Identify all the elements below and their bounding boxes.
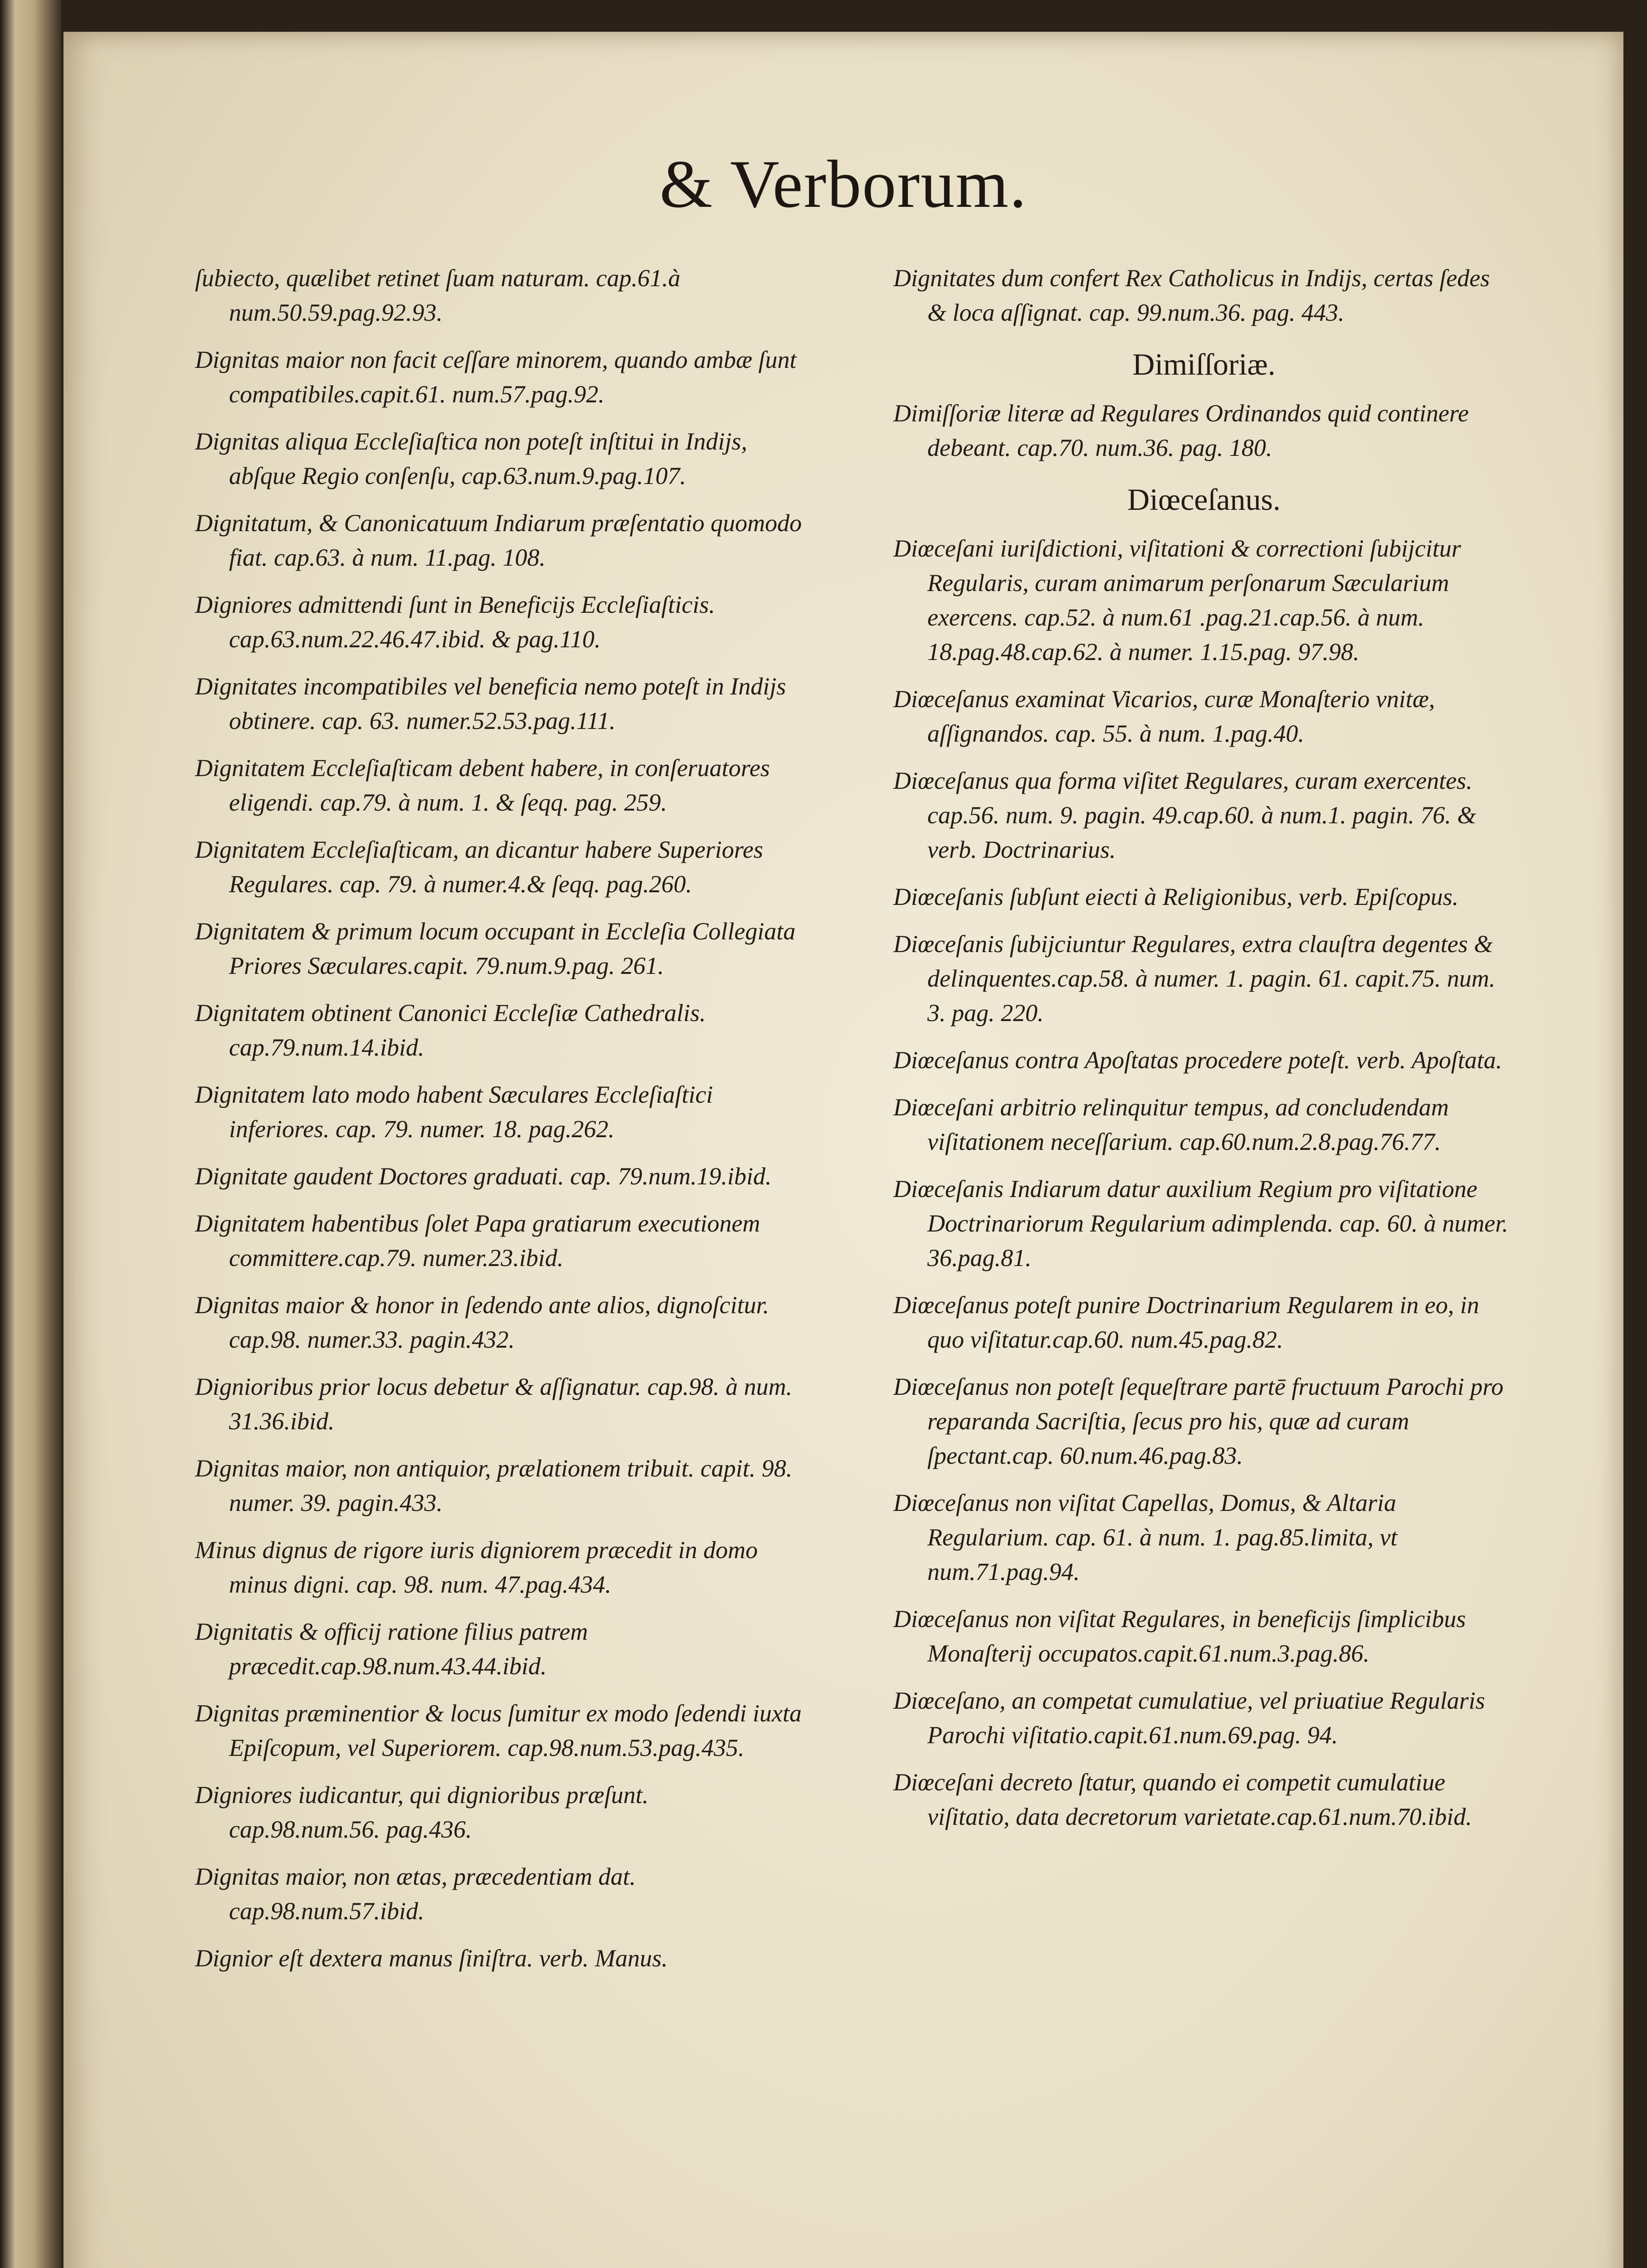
index-entry: Dignitas maior, non antiquior, prælationem tribuit. capit. 98. numer. 39. pagin.433. [195,1455,793,1516]
index-entry: Dignitas aliqua Eccleſiaſtica non poteſt inſtitui in Indijs, abſque Regio conſenſu, cap.63.num.9.pag.107. [195,428,747,489]
index-entry: Diœceſano, an competat cumulatiue, vel priuatiue Regularis Parochi viſitatio.capit.61.num.69.pag. 94. [893,1687,1485,1749]
index-entry: Digniores iudicantur, qui dignioribus præſunt. cap.98.num.56. pag.436. [195,1781,649,1843]
index-entry: Dignitatem Eccleſiaſticam, an dicantur habere Superiores Regulares. cap. 79. à numer.4.& ſeqq. pag.260. [195,836,763,898]
right-column [893,261,1515,1847]
index-entry: Dignitatem Eccleſiaſticam debent habere, in conſeruatores eligendi. cap.79. à num. 1. & ſeqq. pag. 259. [195,754,770,816]
index-entry: Dignioribus prior locus debetur & aſſignatur. cap.98. à num. 31.36.ibid. [195,1373,793,1435]
index-entry: Dignitate gaudent Doctores graduati. cap. 79.num.19.ibid. [195,1163,772,1190]
index-entry: Dignitatem lato modo habent Sæculares Eccleſiaſtici inferiores. cap. 79. numer. 18. pag.262. [195,1081,713,1143]
left-column [195,261,803,1988]
index-entry: Dignitatis & officij ratione filius patrem præcedit.cap.98.num.43.44.ibid. [195,1618,588,1680]
section-heading: Diœceſanus. [1127,482,1281,517]
index-entry: Diœceſani iuriſdictioni, viſitationi & correctioni ſubijcitur Regularis, curam animarum perſonarum Sæcularium exercens. cap.52. à num.61 .pag.21.cap.56. à num. 18.pag.48.cap.62. à numer. 1.15.pag. 97.98. [893,535,1461,665]
index-entry: Dignior eſt dextera manus ſiniſtra. verb. Manus. [195,1945,668,1972]
book-page [63,32,1623,2268]
index-entry: Diœceſanus non viſitat Capellas, Domus, & Altaria Regularium. cap. 61. à num. 1. pag.85.limita, vt num.71.pag.94. [893,1489,1398,1585]
index-entry: Dignitatum, & Canonicatuum Indiarum præſentatio quomodo fiat. cap.63. à num. 11.pag. 108. [195,509,802,571]
page-header: & Verborum. [659,147,1028,222]
index-entry: Dignitas maior, non ætas, præcedentiam dat. cap.98.num.57.ibid. [195,1863,636,1925]
index-entry: ſubiecto, quælibet retinet ſuam naturam. cap.61.à num.50.59.pag.92.93. [195,264,681,326]
index-entry: Dignitas maior & honor in ſedendo ante alios, dignoſcitur. cap.98. numer.33. pagin.432. [195,1291,769,1353]
index-entry: Diœceſanus non poteſt ſequeſtrare partē fructuum Parochi pro reparanda Sacriſtia, ſecus pro his, quæ ad curam ſpectant.cap. 60.num.46.pag.83. [893,1373,1504,1469]
index-entry: Diœceſanus qua forma viſitet Regulares, curam exercentes. cap.56. num. 9. pagin. 49.cap.60. à num.1. pagin. 76. & verb. Doctrinarius. [893,767,1476,863]
index-entry: Dignitas maior non facit ceſſare minorem, quando ambæ ſunt compatibiles.capit.61. num.57.pag.92. [195,346,797,408]
index-entry: Dignitates dum confert Rex Catholicus in Indijs, certas ſedes & loca aſſignat. cap. 99.num.36. pag. 443. [893,264,1490,326]
index-entry: Dignitates incompatibiles vel beneficia nemo poteſt in Indijs obtinere. cap. 63. numer.52.53.pag.111. [195,673,786,734]
index-entry: Diœceſanus contra Apoſtatas procedere poteſt. verb. Apoſtata. [893,1046,1502,1074]
index-entry: Diœceſanis Indiarum datur auxilium Regium pro viſitatione Doctrinariorum Regularium adimplenda. cap. 60. à numer. 36.pag.81. [893,1175,1508,1271]
index-entry: Diœceſani decreto ſtatur, quando ei competit cumulatiue viſitatio, data decretorum varietate.cap.61.num.70.ibid. [893,1769,1472,1830]
index-entry: Diœceſanis ſubſunt eiecti à Religionibus, verb. Epiſcopus. [893,883,1459,910]
index-entry: Diœceſanis ſubijciuntur Regulares, extra clauſtra degentes & delinquentes.cap.58. à numer. 1. pagin. 61. capit.75. num. 3. pag. 220. [893,930,1496,1026]
index-entry: Dignitatem & primum locum occupant in Eccleſia Collegiata Priores Sæculares.capit. 79.num.9.pag. 261. [195,918,796,979]
binding-edge [0,0,61,2268]
index-entry: Diœceſanus non viſitat Regulares, in beneficijs ſimplicibus Monaſterij occupatos.capit.61.num.3.pag.86. [893,1605,1466,1667]
index-entry: Dimiſſoriæ literæ ad Regulares Ordinandos quid continere debeant. cap.70. num.36. pag. 180. [893,400,1469,461]
index-entry: Dignitas præminentior & locus ſumitur ex modo ſedendi iuxta Epiſcopum, vel Superiorem. cap.98.num.53.pag.435. [195,1700,802,1761]
index-entry: Digniores admittendi ſunt in Beneficijs Eccleſiaſticis. cap.63.num.22.46.47.ibid. & pag.110. [195,591,715,653]
index-entry: Diœceſani arbitrio relinquitur tempus, ad concludendam viſitationem neceſſarium. cap.60.num.2.8.pag.76.77. [893,1094,1449,1155]
section-heading: Dimiſſoriæ. [1132,347,1276,381]
index-entry: Diœceſanus examinat Vicarios, curæ Monaſterio vnitæ, aſſignandos. cap. 55. à num. 1.pag.40. [893,685,1435,747]
index-entry: Dignitatem obtinent Canonici Eccleſiæ Cathedralis. cap.79.num.14.ibid. [195,999,706,1061]
index-entry: Dignitatem habentibus ſolet Papa gratiarum executionem committere.cap.79. numer.23.ibid. [195,1210,760,1271]
index-entry: Diœceſanus poteſt punire Doctrinarium Regularem in eo, in quo viſitatur.cap.60. num.45.pag.82. [893,1291,1479,1353]
index-entry: Minus dignus de rigore iuris digniorem præcedit in domo minus digni. cap. 98. num. 47.pag.434. [195,1536,758,1598]
